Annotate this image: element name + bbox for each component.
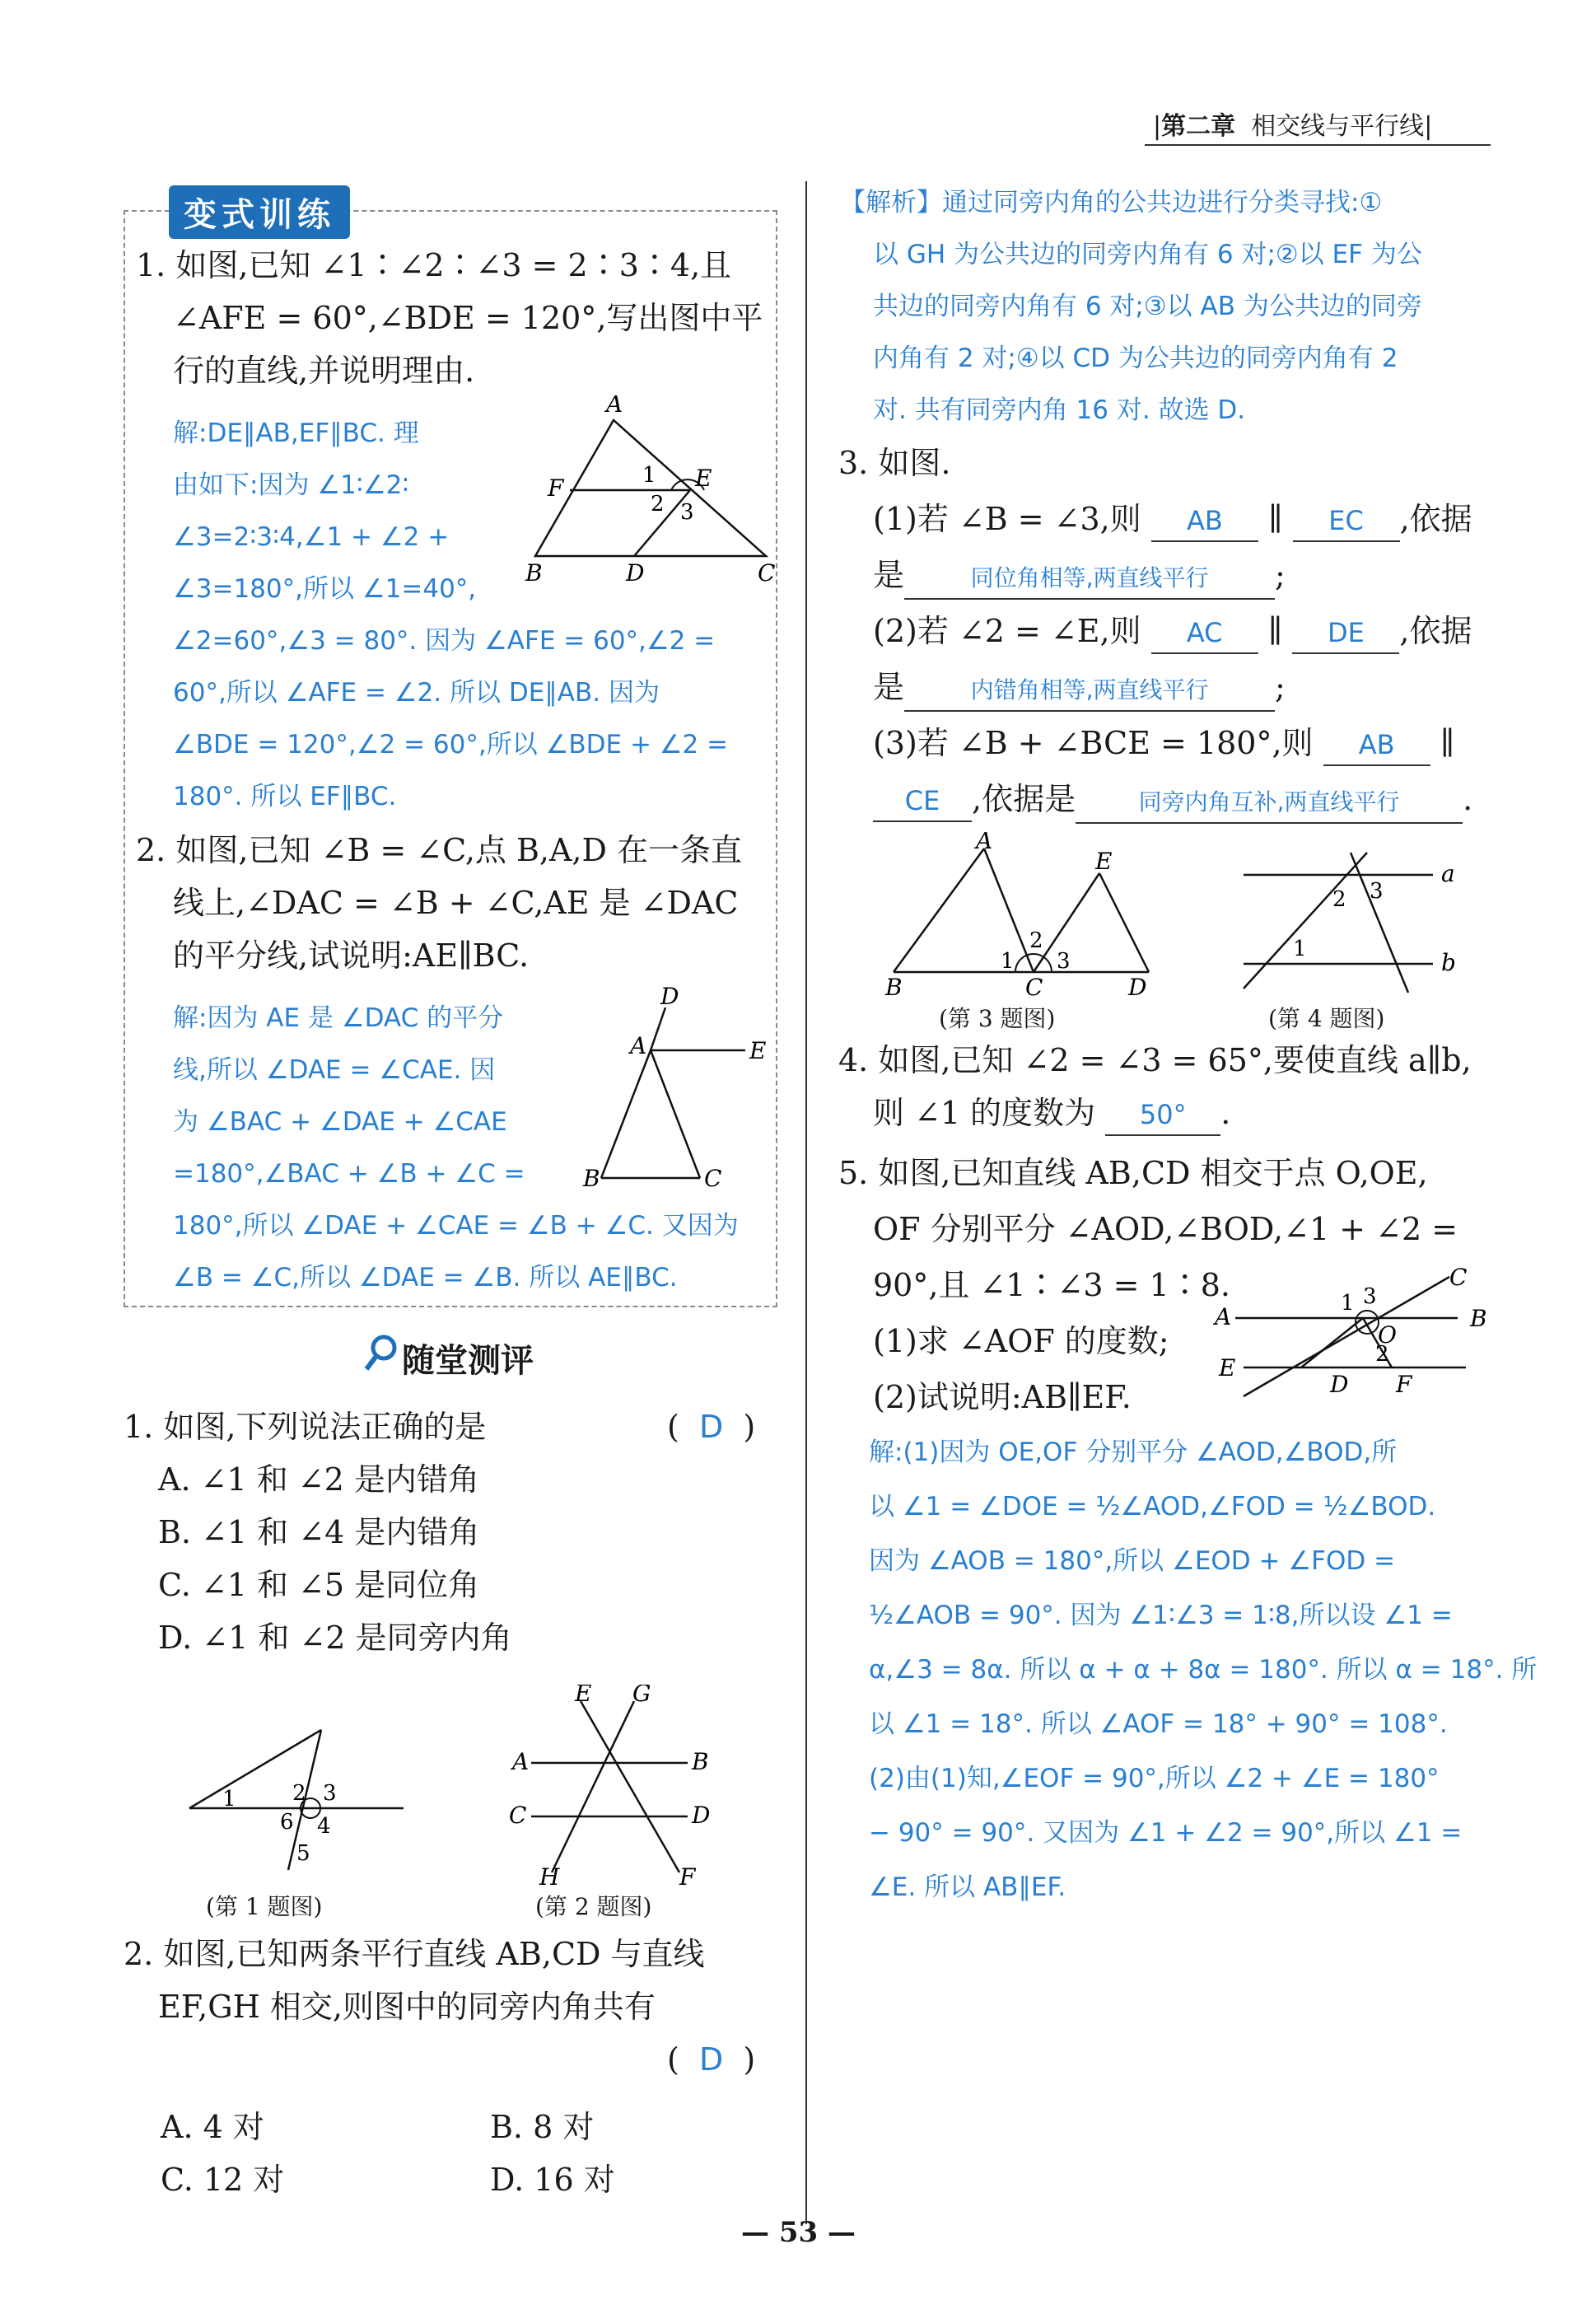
blank-answer: EC — [1293, 501, 1400, 542]
option-c: C. 12 对 — [161, 2162, 285, 2198]
solution-line: 由如下:因为 ∠1∶∠2∶ — [173, 470, 409, 500]
text-line: ∠AFE = 60°,∠BDE = 120°,写出图中平 — [173, 300, 763, 336]
label-c: C — [509, 1802, 527, 1829]
text-line: 的平分线,试说明:AE∥BC. — [173, 937, 530, 974]
solution-line: (2)由(1)知,∠EOF = 90°,所以 ∠2 + ∠E = 180° — [869, 1764, 1440, 1793]
text-line: OF 分别平分 ∠AOD,∠BOD,∠1 + ∠2 = — [873, 1211, 1458, 1247]
solution-line: 60°,所以 ∠AFE = ∠2. 所以 DE∥AB. 因为 — [173, 678, 660, 708]
chapter-label: 第二章 — [1161, 112, 1236, 141]
fig1-caption: (第 1 题图) — [206, 1893, 323, 1920]
right-q4: 4. 如图,已知 ∠2 = ∠3 = 65°,要使直线 a∥b, 则 ∠1 的度数为 50° . — [838, 1034, 1472, 1139]
quiz-q2-bracket: ( D ) — [667, 2041, 756, 2078]
fig3-caption: (第 3 题图) — [939, 1005, 1056, 1032]
text: ,依据是 — [972, 781, 1076, 817]
variant-title: 变式训练 — [169, 185, 350, 239]
label-a: A — [976, 832, 993, 854]
solution-line: 解:(1)因为 OE,OF 分别平分 ∠AOD,∠BOD,所 — [869, 1437, 1398, 1467]
text: ,依据 — [1399, 613, 1472, 649]
label-e: E — [1219, 1354, 1236, 1381]
option-c: C. ∠1 和 ∠5 是同位角 — [158, 1567, 480, 1603]
solution-line: 180°. 所以 EF∥BC. — [173, 782, 397, 811]
quiz-q1-stem: 1. 如图,下列说法正确的是 ( D ) — [124, 1409, 756, 1445]
solution-line: ∠BDE = 120°,∠2 = 60°,所以 ∠BDE + ∠2 = — [173, 730, 729, 760]
analysis-line: 内角有 2 对;④以 CD 为公共边的同旁内角有 2 — [873, 344, 1398, 373]
label-1: 1 — [1341, 1291, 1355, 1316]
analysis-line: 以 GH 为公共边的同旁内角有 6 对;②以 EF 为公 — [873, 240, 1422, 269]
ray-oe — [1301, 1318, 1363, 1367]
right-q3 — [838, 435, 1472, 827]
text-line: 4. 如图,已知 ∠2 = ∠3 = 65°,要使直线 a∥b, — [838, 1042, 1472, 1078]
label-b: B — [1470, 1305, 1487, 1332]
analysis-line: 【解析】通过同旁内角的公共边进行分类寻找:① — [840, 188, 1383, 217]
blank-answer: 同旁内角互补,两直线平行 — [1076, 783, 1463, 824]
solution-line: 以 ∠1 = ∠DOE = ½∠AOD,∠FOD = ½∠BOD. — [869, 1492, 1436, 1522]
text-line: 90°,且 ∠1∶∠3 = 1∶8. — [873, 1267, 1230, 1303]
solution-line: 解:因为 AE 是 ∠DAC 的平分 — [173, 1003, 504, 1033]
quiz-title: 随堂测评 — [402, 1342, 534, 1380]
label-f: F — [1396, 1371, 1412, 1398]
label-c: C — [704, 1165, 722, 1192]
label-a: A — [630, 1032, 647, 1059]
solution-line: ∠E. 所以 AB∥EF. — [869, 1872, 1066, 1902]
blank-answer: AC — [1151, 613, 1258, 654]
label-f: F — [548, 474, 564, 502]
quiz-q2-options — [161, 2101, 615, 2206]
solution-line: ∠3=180°,所以 ∠1=40°, — [173, 574, 477, 604]
solution-line: α,∠3 = 8α. 所以 α + α + 8α = 180°. 所以 α = 18°. 所 — [869, 1655, 1538, 1685]
option-d: D. 16 对 — [490, 2162, 615, 2198]
fig4-caption: (第 4 题图) — [1268, 1005, 1385, 1032]
blank-answer: 内错角相等,两直线平行 — [904, 671, 1275, 712]
solution-line: 解:DE∥AB,EF∥BC. 理 — [173, 418, 419, 448]
label-4: 4 — [317, 1814, 331, 1839]
variant-q2-figure — [576, 984, 774, 1199]
blank-answer: 同位角相等,两直线平行 — [904, 559, 1275, 600]
q3-stem: 3. 如图. — [838, 445, 951, 481]
variant-q1-figure — [519, 395, 782, 585]
text: (1)若 ∠B = ∠3,则 — [873, 501, 1141, 537]
label-3: 3 — [323, 1781, 337, 1806]
label-a: A — [606, 395, 623, 418]
line-ab — [894, 848, 984, 972]
quiz-q1-figure — [181, 1664, 428, 1886]
option-b: B. 8 对 — [490, 2109, 595, 2145]
label-o: O — [1378, 1321, 1397, 1349]
solution-line: =180°,∠BAC + ∠B + ∠C = — [173, 1159, 525, 1189]
text-line: (2)试说明:AB∥EF. — [873, 1379, 1132, 1415]
text-line: (1)求 ∠AOF 的度数; — [873, 1323, 1169, 1359]
fig2-caption: (第 2 题图) — [535, 1893, 652, 1920]
solution-line: 为 ∠BAC + ∠DAE + ∠CAE — [173, 1107, 507, 1137]
solution-line: 180°,所以 ∠DAE + ∠CAE = ∠B + ∠C. 又因为 — [173, 1211, 739, 1241]
stem-text: 1. 如图,下列说法正确的是 — [124, 1409, 487, 1445]
blank-answer: CE — [873, 781, 972, 822]
analysis-block — [840, 177, 1422, 437]
page-number: — 53 — — [741, 2216, 856, 2249]
solution-line: 因为 ∠AOB = 180°,所以 ∠EOD + ∠FOD = — [869, 1546, 1396, 1576]
label-f: F — [679, 1863, 696, 1886]
q5-solution — [869, 1425, 1537, 1914]
label-e: E — [749, 1037, 767, 1064]
label-3: 3 — [1057, 949, 1071, 974]
line-ac — [651, 1050, 700, 1178]
label-3: 3 — [1370, 879, 1384, 904]
text: (2)若 ∠2 = ∠E,则 — [873, 613, 1141, 649]
magnifier-icon — [362, 1333, 400, 1374]
label-c: C — [1025, 974, 1043, 997]
text: 是 — [873, 669, 905, 705]
label-d: D — [692, 1802, 711, 1829]
q3-part1: (1)若 ∠B = ∠3,则 AB ∥ EC ,依据 — [838, 491, 1472, 547]
q3-part2-basis: 是 内错角相等,两直线平行 ; — [838, 659, 1472, 715]
label-2: 2 — [1332, 887, 1346, 912]
text-line: 行的直线,并说明理由. — [173, 353, 475, 389]
blank-answer: DE — [1292, 613, 1399, 654]
line-gh — [552, 1701, 634, 1872]
label-1: 1 — [1001, 949, 1015, 974]
text-line: EF,GH 相交,则图中的同旁内角共有 — [158, 1989, 656, 2025]
option-b: B. ∠1 和 ∠4 是内错角 — [158, 1514, 480, 1550]
label-b: B — [885, 974, 903, 997]
quiz-q2-figure — [502, 1685, 725, 1886]
label-1: 1 — [1293, 937, 1307, 961]
q3-part1-basis: 是 同位角相等,两直线平行 ; — [838, 547, 1472, 603]
text: 是 — [873, 557, 905, 593]
label-3: 3 — [1363, 1284, 1377, 1309]
label-1: 1 — [642, 463, 656, 488]
label-d: D — [1128, 974, 1147, 997]
q3-part3: (3)若 ∠B + ∠BCE = 180°,则 AB ∥ — [838, 715, 1472, 771]
q4-figure — [1235, 848, 1474, 997]
solution-line: ∠3=2∶3∶4,∠1 + ∠2 + — [173, 522, 450, 552]
label-2: 2 — [292, 1781, 306, 1806]
line-ab — [601, 1050, 651, 1178]
line-da — [651, 1007, 665, 1050]
label-d: D — [660, 984, 679, 1010]
line-ef — [581, 1701, 679, 1872]
transversal-2 — [1351, 853, 1408, 993]
analysis-line: 共边的同旁内角有 6 对;③以 AB 为公共边的同旁 — [873, 292, 1422, 321]
q3-part3-cont: CE ,依据是 同旁内角互补,两直线平行 . — [838, 771, 1472, 827]
label-c: C — [758, 559, 776, 585]
label-b: B — [525, 559, 543, 585]
solution-line: − 90° = 90°. 又因为 ∠1 + ∠2 = 90°,所以 ∠1 = — [869, 1818, 1463, 1848]
quiz-q2 — [124, 1928, 755, 2086]
q3-part2: (2)若 ∠2 = ∠E,则 AC ∥ DE ,依据 — [838, 603, 1472, 659]
quiz-q1-answer: D — [698, 1409, 724, 1445]
solution-line: 以 ∠1 = 18°. 所以 ∠AOF = 18° + 90° = 108°. — [869, 1709, 1448, 1739]
text-line: 2. 如图,已知 ∠B = ∠C,点 B,A,D 在一条直 — [136, 832, 743, 868]
quiz-q2-answer: D — [698, 2041, 724, 2078]
chapter-header: |第二章 相交线与平行线| — [1153, 112, 1433, 141]
solution-line: ∠2=60°,∠3 = 80°. 因为 ∠AFE = 60°,∠2 = — [173, 626, 716, 656]
label-e: E — [695, 465, 712, 492]
analysis-line: 对. 共有同旁内角 16 对. 故选 D. — [873, 395, 1246, 425]
variant-q2-stem — [136, 824, 742, 982]
label-a: A — [512, 1748, 530, 1775]
solution-line: ½∠AOB = 90°. 因为 ∠1∶∠3 = 1∶8,所以设 ∠1 = — [869, 1601, 1453, 1630]
label-6: 6 — [280, 1810, 294, 1835]
option-a: A. ∠1 和 ∠2 是内错角 — [158, 1461, 479, 1498]
text: ,依据 — [1399, 501, 1472, 537]
q3-figure — [877, 832, 1165, 997]
header-rule — [1145, 144, 1491, 146]
label-b: B — [583, 1165, 600, 1192]
blank-answer: AB — [1151, 501, 1258, 542]
label-b: b — [1441, 949, 1456, 976]
text-line: 线上,∠DAC = ∠B + ∠C,AE 是 ∠DAC — [173, 885, 739, 921]
text-line: 1. 如图,已知 ∠1∶∠2∶∠3 = 2∶3∶4,且 — [136, 247, 732, 283]
line-ed — [1099, 873, 1149, 972]
label-3: 3 — [680, 500, 694, 525]
label-h: H — [539, 1863, 560, 1886]
label-c: C — [1449, 1264, 1468, 1291]
label-d: D — [626, 559, 645, 585]
label-g: G — [632, 1685, 651, 1707]
text-line: 5. 如图,已知直线 AB,CD 相交于点 O,OE, — [838, 1155, 1428, 1191]
label-5: 5 — [296, 1841, 310, 1866]
blank-answer: 50° — [1105, 1095, 1220, 1136]
option-d: D. ∠1 和 ∠2 是同旁内角 — [158, 1620, 512, 1656]
text: 则 ∠1 的度数为 — [873, 1095, 1096, 1131]
label-a: a — [1441, 860, 1455, 887]
chapter-title: 相交线与平行线 — [1251, 112, 1425, 141]
q5-figure — [1211, 1260, 1499, 1409]
label-a: A — [1215, 1303, 1232, 1330]
blank-answer: AB — [1323, 725, 1430, 766]
solution-line: ∠B = ∠C,所以 ∠DAE = ∠B. 所以 AE∥BC. — [173, 1263, 678, 1293]
variant-q1-stem — [136, 239, 763, 397]
text-line: 2. 如图,已知两条平行直线 AB,CD 与直线 — [124, 1936, 705, 1972]
label-b: B — [692, 1748, 709, 1775]
transversal-1 — [1244, 853, 1367, 989]
label-d: D — [1330, 1371, 1349, 1398]
label-e: E — [1095, 848, 1113, 875]
column-divider — [805, 181, 807, 2224]
option-a: A. 4 对 — [161, 2109, 264, 2145]
label-e: E — [575, 1685, 592, 1707]
label-2: 2 — [1029, 928, 1043, 953]
quiz-q1 — [124, 1400, 756, 1664]
solution-line: 线,所以 ∠DAE = ∠CAE. 因 — [173, 1055, 496, 1085]
text: (3)若 ∠B + ∠BCE = 180°,则 — [873, 725, 1314, 761]
label-2: 2 — [651, 492, 665, 517]
label-1: 1 — [222, 1787, 236, 1811]
label-2: 2 — [1375, 1342, 1389, 1367]
